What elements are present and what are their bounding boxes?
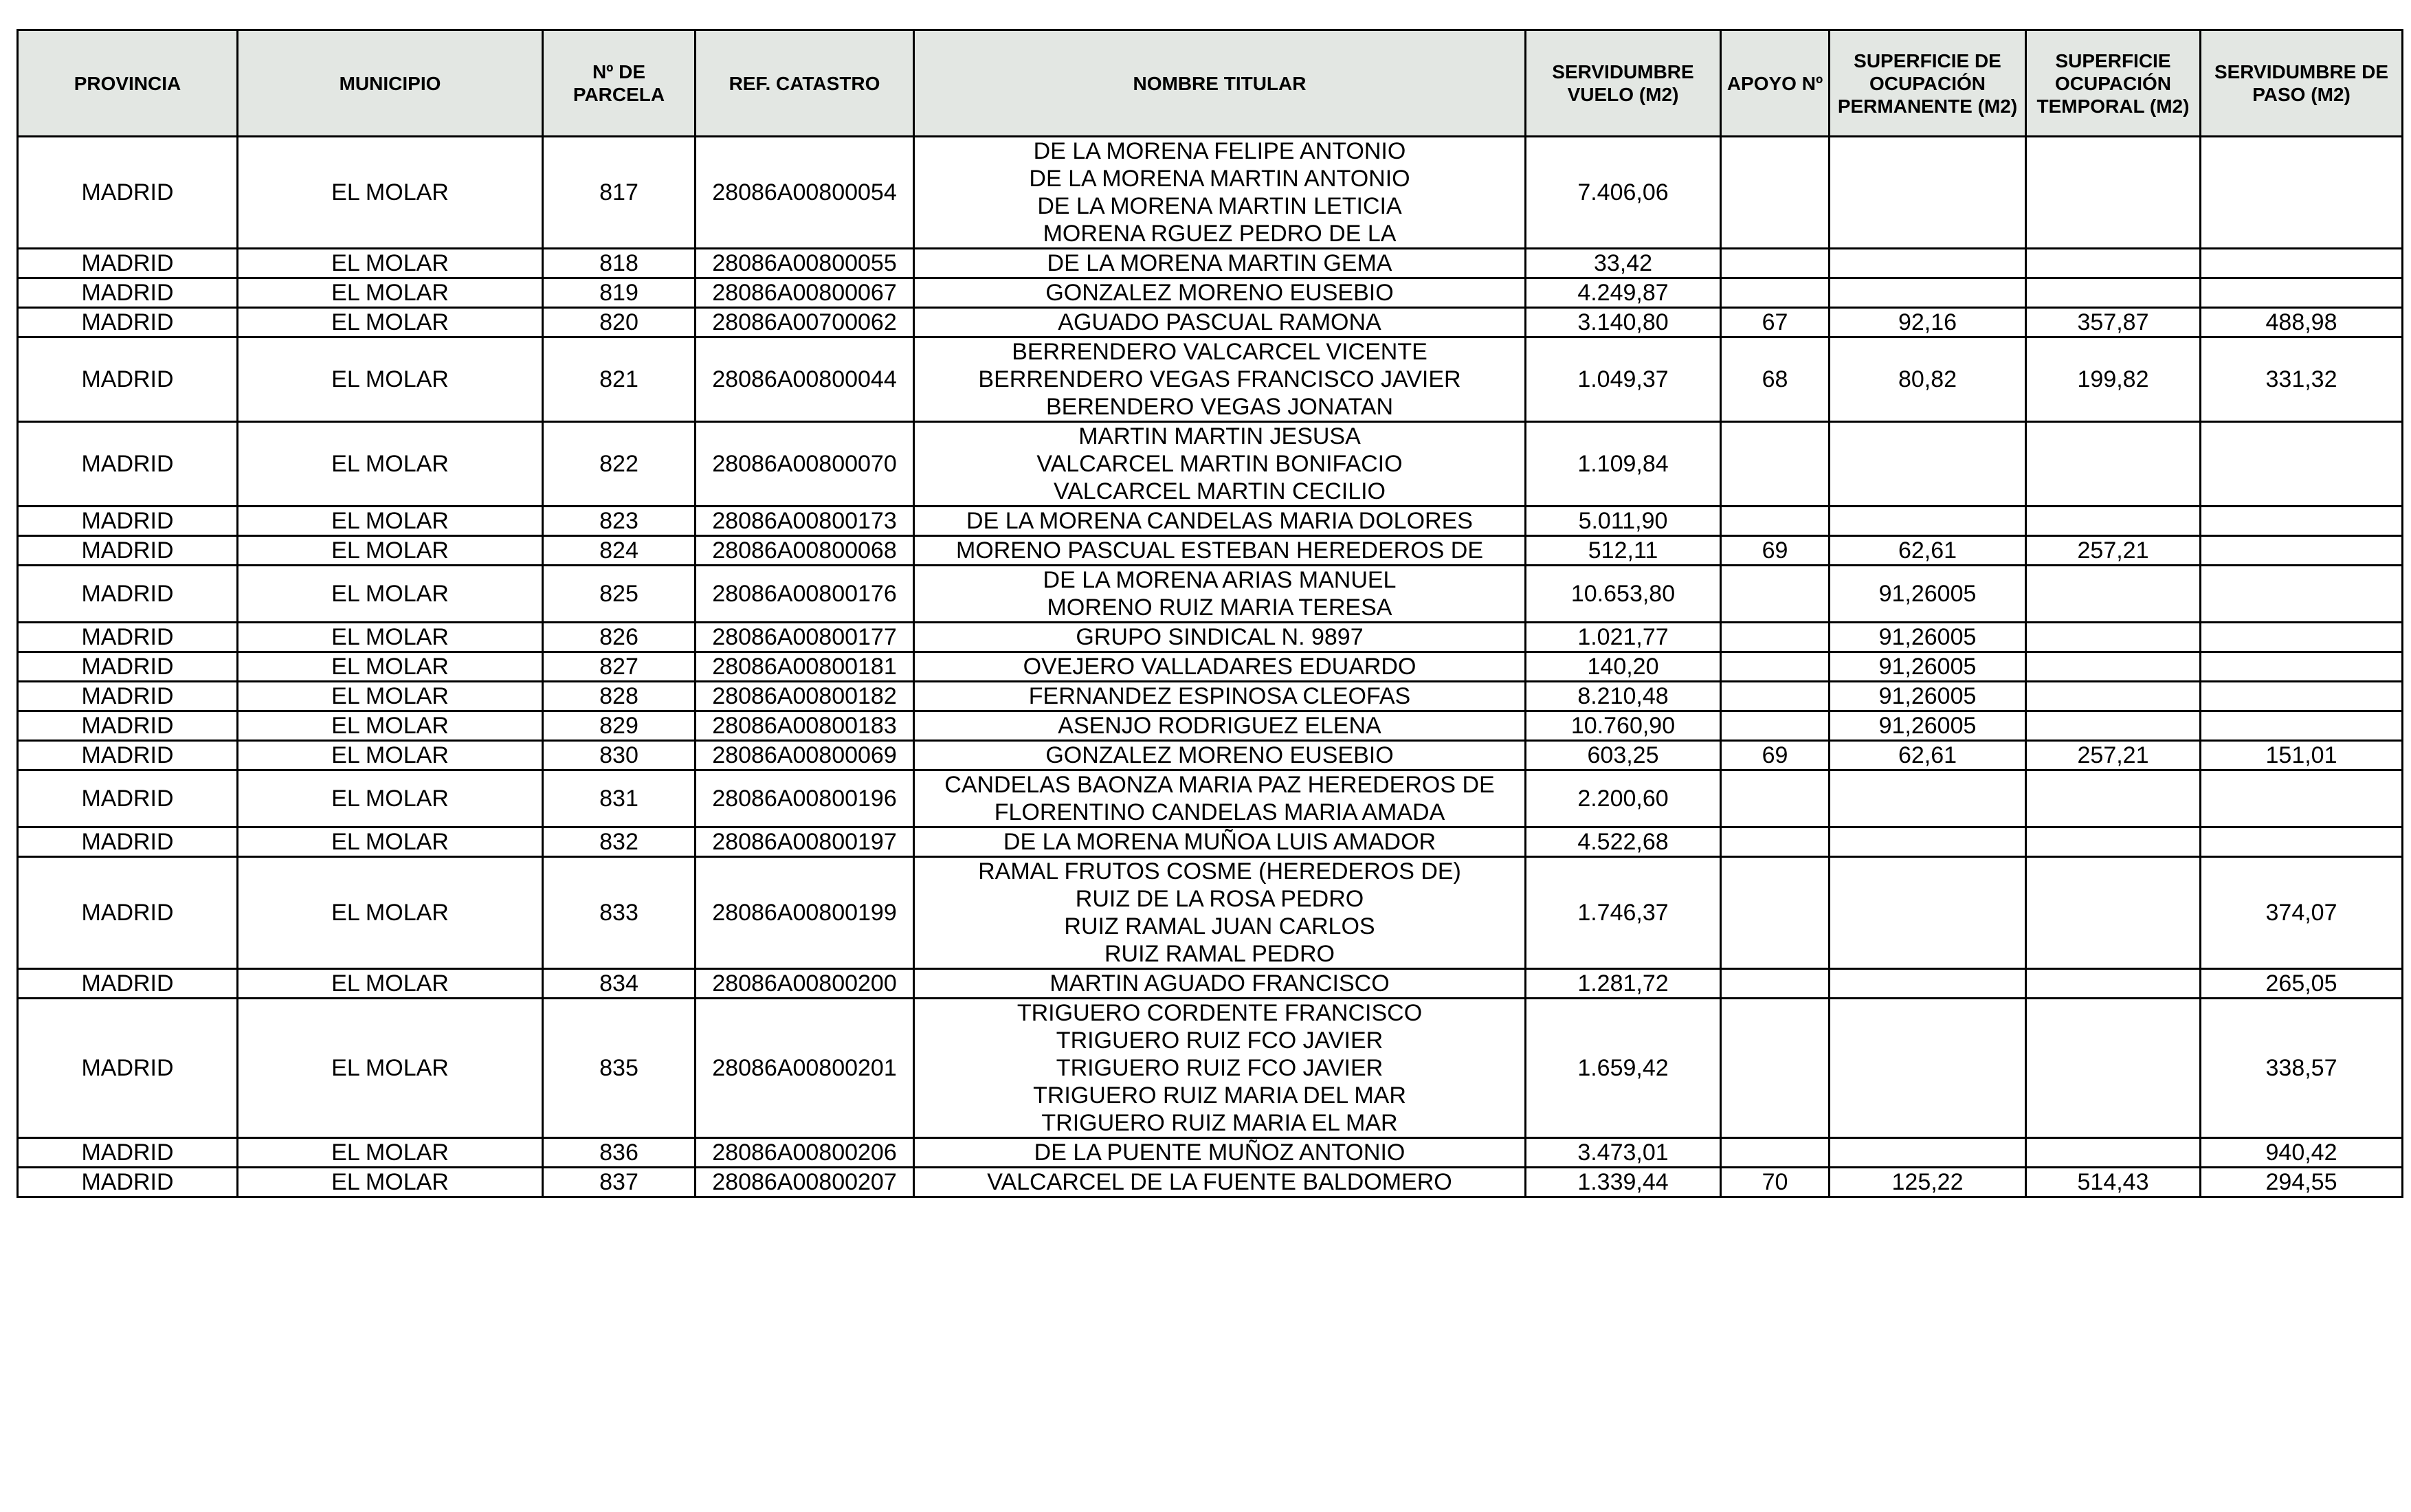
table-row (18, 422, 2403, 507)
cell-servidumbre-vuelo: 1.281,72 (1526, 969, 1721, 999)
cell-ocupacion-permanente (1830, 969, 2026, 999)
cell-ocupacion-temporal (2026, 422, 2201, 507)
cell-ocupacion-temporal (2026, 652, 2201, 682)
cell-ocupacion-permanente: 62,61 (1830, 741, 2026, 770)
cell-apoyo (1721, 969, 1830, 999)
cell-servidumbre-paso: 151,01 (2201, 741, 2403, 770)
titular-name: DE LA MORENA FELIPE ANTONIO (1033, 138, 1406, 164)
cell-ocupacion-temporal (2026, 770, 2201, 827)
table-row (18, 566, 2403, 623)
cell-apoyo (1721, 422, 1830, 507)
cell-parcela: 836 (543, 1138, 696, 1168)
cell-parcela: 819 (543, 278, 696, 308)
cell-ocupacion-temporal (2026, 507, 2201, 536)
cell-municipio: EL MOLAR (238, 652, 543, 682)
cell-nombre-titular (914, 278, 1526, 308)
cell-provincia: MADRID (18, 969, 238, 999)
cell-servidumbre-paso (2201, 566, 2403, 623)
cell-parcela: 837 (543, 1168, 696, 1197)
cell-apoyo (1721, 682, 1830, 711)
cell-apoyo (1721, 1138, 1830, 1168)
cell-ref-catastro: 28086A00800197 (696, 827, 914, 857)
cell-servidumbre-vuelo: 3.140,80 (1526, 308, 1721, 337)
cell-servidumbre-paso (2201, 770, 2403, 827)
cell-provincia: MADRID (18, 770, 238, 827)
cell-parcela: 827 (543, 652, 696, 682)
cell-provincia: MADRID (18, 857, 238, 969)
cell-apoyo (1721, 652, 1830, 682)
cell-provincia: MADRID (18, 827, 238, 857)
column-header-apoyo: APOYO Nº (1721, 30, 1830, 137)
cell-ref-catastro: 28086A00800200 (696, 969, 914, 999)
cell-ref-catastro: 28086A00800177 (696, 623, 914, 652)
titular-name: VALCARCEL MARTIN BONIFACIO (1036, 451, 1403, 477)
table-body (18, 137, 2403, 1197)
cell-servidumbre-paso (2201, 422, 2403, 507)
cell-ocupacion-temporal (2026, 278, 2201, 308)
cell-provincia: MADRID (18, 999, 238, 1138)
cell-ocupacion-permanente (1830, 137, 2026, 249)
titular-name: DE LA MORENA MARTIN GEMA (1047, 250, 1392, 276)
cell-servidumbre-vuelo: 4.249,87 (1526, 278, 1721, 308)
cell-provincia: MADRID (18, 566, 238, 623)
cell-servidumbre-paso (2201, 711, 2403, 741)
cell-apoyo: 68 (1721, 337, 1830, 422)
cell-ocupacion-permanente: 91,26005 (1830, 711, 2026, 741)
cell-servidumbre-vuelo: 1.659,42 (1526, 999, 1721, 1138)
cell-municipio: EL MOLAR (238, 1168, 543, 1197)
cell-ref-catastro: 28086A00800068 (696, 536, 914, 566)
cell-apoyo (1721, 827, 1830, 857)
cell-nombre-titular (914, 422, 1526, 507)
cell-parcela: 820 (543, 308, 696, 337)
table-row (18, 857, 2403, 969)
cell-provincia: MADRID (18, 623, 238, 652)
cell-servidumbre-paso: 265,05 (2201, 969, 2403, 999)
titular-name: FERNANDEZ ESPINOSA CLEOFAS (1028, 683, 1411, 709)
table-row (18, 536, 2403, 566)
cell-nombre-titular (914, 249, 1526, 278)
cell-parcela: 826 (543, 623, 696, 652)
cell-apoyo (1721, 857, 1830, 969)
cell-nombre-titular (914, 308, 1526, 337)
cell-apoyo (1721, 711, 1830, 741)
cell-ocupacion-temporal (2026, 1138, 2201, 1168)
table-row (18, 137, 2403, 249)
cell-servidumbre-vuelo: 1.339,44 (1526, 1168, 1721, 1197)
cell-ref-catastro: 28086A00800182 (696, 682, 914, 711)
cell-municipio: EL MOLAR (238, 711, 543, 741)
cell-apoyo: 69 (1721, 536, 1830, 566)
cell-servidumbre-vuelo: 10.760,90 (1526, 711, 1721, 741)
cell-ocupacion-permanente: 92,16 (1830, 308, 2026, 337)
cell-provincia: MADRID (18, 422, 238, 507)
cell-provincia: MADRID (18, 278, 238, 308)
cell-provincia: MADRID (18, 536, 238, 566)
cell-provincia: MADRID (18, 652, 238, 682)
cell-parcela: 825 (543, 566, 696, 623)
cell-municipio: EL MOLAR (238, 249, 543, 278)
cell-ocupacion-temporal: 514,43 (2026, 1168, 2201, 1197)
titular-name: GONZALEZ MORENO EUSEBIO (1045, 280, 1394, 306)
cell-municipio: EL MOLAR (238, 741, 543, 770)
table-row (18, 337, 2403, 422)
cell-ocupacion-temporal (2026, 566, 2201, 623)
cell-ref-catastro: 28086A00800069 (696, 741, 914, 770)
cell-ocupacion-temporal: 257,21 (2026, 741, 2201, 770)
cell-ref-catastro: 28086A00800199 (696, 857, 914, 969)
column-header-ocupacion-permanente: SUPERFICIE DE OCUPACIÓN PERMANENTE (M2) (1830, 30, 2026, 137)
titular-name: DE LA MORENA MARTIN LETICIA (1037, 193, 1402, 219)
titular-name: DE LA MORENA MUÑOA LUIS AMADOR (1003, 829, 1436, 855)
cell-servidumbre-paso (2201, 137, 2403, 249)
column-header-servidumbre-vuelo: SERVIDUMBRE VUELO (M2) (1526, 30, 1721, 137)
cell-municipio: EL MOLAR (238, 278, 543, 308)
cell-nombre-titular (914, 969, 1526, 999)
cell-provincia: MADRID (18, 1168, 238, 1197)
cell-nombre-titular (914, 652, 1526, 682)
cell-ocupacion-permanente (1830, 249, 2026, 278)
cell-parcela: 823 (543, 507, 696, 536)
titular-name: DE LA MORENA MARTIN ANTONIO (1029, 166, 1410, 192)
cell-servidumbre-paso (2201, 249, 2403, 278)
cell-ocupacion-temporal (2026, 623, 2201, 652)
cell-ocupacion-temporal (2026, 999, 2201, 1138)
cell-ocupacion-temporal (2026, 969, 2201, 999)
titular-name: TRIGUERO RUIZ MARIA DEL MAR (1033, 1082, 1406, 1109)
cell-parcela: 822 (543, 422, 696, 507)
cell-municipio: EL MOLAR (238, 623, 543, 652)
cell-parcela: 821 (543, 337, 696, 422)
table-row (18, 249, 2403, 278)
cell-ocupacion-permanente (1830, 999, 2026, 1138)
cell-servidumbre-vuelo: 140,20 (1526, 652, 1721, 682)
cell-ocupacion-permanente: 91,26005 (1830, 652, 2026, 682)
cell-ocupacion-temporal: 199,82 (2026, 337, 2201, 422)
cell-nombre-titular (914, 1138, 1526, 1168)
cell-parcela: 835 (543, 999, 696, 1138)
cell-ocupacion-temporal: 357,87 (2026, 308, 2201, 337)
titular-name: DE LA MORENA CANDELAS MARIA DOLORES (966, 508, 1473, 534)
cell-servidumbre-vuelo: 4.522,68 (1526, 827, 1721, 857)
cell-parcela: 831 (543, 770, 696, 827)
cell-municipio: EL MOLAR (238, 969, 543, 999)
cell-ocupacion-permanente (1830, 422, 2026, 507)
cell-nombre-titular (914, 623, 1526, 652)
cell-ocupacion-permanente (1830, 770, 2026, 827)
titular-name: MARTIN AGUADO FRANCISCO (1049, 970, 1390, 997)
cell-apoyo (1721, 137, 1830, 249)
cell-municipio: EL MOLAR (238, 566, 543, 623)
table-row (18, 827, 2403, 857)
cell-apoyo (1721, 999, 1830, 1138)
titular-name: TRIGUERO RUIZ MARIA EL MAR (1041, 1110, 1398, 1136)
table-row (18, 969, 2403, 999)
cell-servidumbre-paso (2201, 827, 2403, 857)
cell-ref-catastro: 28086A00800173 (696, 507, 914, 536)
cell-nombre-titular (914, 507, 1526, 536)
cell-ref-catastro: 28086A00700062 (696, 308, 914, 337)
titular-name: RUIZ RAMAL PEDRO (1104, 941, 1335, 967)
cell-servidumbre-paso: 338,57 (2201, 999, 2403, 1138)
column-header-nombre-titular: NOMBRE TITULAR (914, 30, 1526, 137)
cell-servidumbre-paso: 331,32 (2201, 337, 2403, 422)
table-header-row (18, 30, 2403, 137)
cell-ocupacion-permanente (1830, 827, 2026, 857)
table-row (18, 711, 2403, 741)
titular-name: TRIGUERO RUIZ FCO JAVIER (1056, 1027, 1384, 1054)
cell-ref-catastro: 28086A00800207 (696, 1168, 914, 1197)
cell-apoyo (1721, 507, 1830, 536)
cell-ref-catastro: 28086A00800054 (696, 137, 914, 249)
cell-provincia: MADRID (18, 308, 238, 337)
cell-municipio: EL MOLAR (238, 137, 543, 249)
cell-servidumbre-vuelo: 5.011,90 (1526, 507, 1721, 536)
cell-nombre-titular (914, 711, 1526, 741)
table-row (18, 770, 2403, 827)
cell-provincia: MADRID (18, 711, 238, 741)
titular-name: DE LA PUENTE MUÑOZ ANTONIO (1034, 1139, 1406, 1166)
cell-parcela: 828 (543, 682, 696, 711)
cell-nombre-titular (914, 770, 1526, 827)
cell-municipio: EL MOLAR (238, 308, 543, 337)
cell-ocupacion-permanente (1830, 1138, 2026, 1168)
cell-servidumbre-vuelo: 1.049,37 (1526, 337, 1721, 422)
cell-nombre-titular (914, 566, 1526, 623)
cell-ocupacion-permanente: 125,22 (1830, 1168, 2026, 1197)
titular-name: TRIGUERO CORDENTE FRANCISCO (1016, 1000, 1423, 1026)
cell-apoyo (1721, 278, 1830, 308)
cell-ref-catastro: 28086A00800196 (696, 770, 914, 827)
titular-name: MORENO RUIZ MARIA TERESA (1047, 594, 1392, 621)
titular-name: FLORENTINO CANDELAS MARIA AMADA (994, 799, 1445, 825)
table-row (18, 682, 2403, 711)
cell-ref-catastro: 28086A00800201 (696, 999, 914, 1138)
cell-servidumbre-paso: 488,98 (2201, 308, 2403, 337)
cell-servidumbre-paso: 940,42 (2201, 1138, 2403, 1168)
titular-name: BERENDERO VEGAS JONATAN (1045, 394, 1394, 420)
column-header-servidumbre-paso: SERVIDUMBRE DE PASO (M2) (2201, 30, 2403, 137)
cell-municipio: EL MOLAR (238, 422, 543, 507)
cell-ocupacion-permanente (1830, 278, 2026, 308)
table-row (18, 1138, 2403, 1168)
cell-nombre-titular (914, 827, 1526, 857)
cell-servidumbre-vuelo: 7.406,06 (1526, 137, 1721, 249)
column-header-ref-catastro: REF. CATASTRO (696, 30, 914, 137)
titular-name: AGUADO PASCUAL RAMONA (1058, 309, 1381, 335)
cell-nombre-titular (914, 337, 1526, 422)
cell-municipio: EL MOLAR (238, 337, 543, 422)
table-row (18, 999, 2403, 1138)
cell-municipio: EL MOLAR (238, 536, 543, 566)
cell-ocupacion-temporal (2026, 682, 2201, 711)
cell-ref-catastro: 28086A00800183 (696, 711, 914, 741)
cell-ref-catastro: 28086A00800070 (696, 422, 914, 507)
cell-provincia: MADRID (18, 249, 238, 278)
cell-apoyo: 69 (1721, 741, 1830, 770)
column-header-ocupacion-temporal: SUPERFICIE OCUPACIÓN TEMPORAL (M2) (2026, 30, 2201, 137)
cell-nombre-titular (914, 536, 1526, 566)
titular-name: BERRENDERO VEGAS FRANCISCO JAVIER (978, 366, 1461, 392)
table-row (18, 652, 2403, 682)
cell-municipio: EL MOLAR (238, 857, 543, 969)
titular-name: MORENO PASCUAL ESTEBAN HEREDEROS DE (955, 537, 1484, 564)
cell-apoyo (1721, 566, 1830, 623)
cell-servidumbre-paso (2201, 536, 2403, 566)
cell-provincia: MADRID (18, 682, 238, 711)
cell-parcela: 818 (543, 249, 696, 278)
cell-ocupacion-permanente: 91,26005 (1830, 682, 2026, 711)
cell-servidumbre-vuelo: 33,42 (1526, 249, 1721, 278)
cell-ocupacion-temporal (2026, 249, 2201, 278)
cell-municipio: EL MOLAR (238, 827, 543, 857)
cell-parcela: 833 (543, 857, 696, 969)
titular-name: CANDELAS BAONZA MARIA PAZ HEREDEROS DE (944, 772, 1495, 798)
cell-ref-catastro: 28086A00800067 (696, 278, 914, 308)
cell-municipio: EL MOLAR (238, 507, 543, 536)
titular-name: GRUPO SINDICAL N. 9897 (1076, 624, 1364, 650)
cell-ocupacion-temporal (2026, 711, 2201, 741)
cell-servidumbre-paso (2201, 507, 2403, 536)
table-row (18, 507, 2403, 536)
titular-name: VALCARCEL MARTIN CECILIO (1053, 478, 1386, 504)
cell-nombre-titular (914, 741, 1526, 770)
cell-municipio: EL MOLAR (238, 1138, 543, 1168)
cell-apoyo (1721, 249, 1830, 278)
titular-name: MORENA RGUEZ PEDRO DE LA (1043, 221, 1397, 247)
cell-parcela: 830 (543, 741, 696, 770)
cell-municipio: EL MOLAR (238, 770, 543, 827)
cell-servidumbre-paso: 294,55 (2201, 1168, 2403, 1197)
cell-servidumbre-vuelo: 1.109,84 (1526, 422, 1721, 507)
titular-name: BERRENDERO VALCARCEL VICENTE (1012, 339, 1427, 365)
cell-ref-catastro: 28086A00800176 (696, 566, 914, 623)
cell-servidumbre-paso (2201, 682, 2403, 711)
cell-apoyo: 70 (1721, 1168, 1830, 1197)
cell-ref-catastro: 28086A00800206 (696, 1138, 914, 1168)
cell-servidumbre-vuelo: 1.746,37 (1526, 857, 1721, 969)
cell-nombre-titular (914, 857, 1526, 969)
cell-servidumbre-paso (2201, 652, 2403, 682)
cell-ocupacion-permanente: 91,26005 (1830, 623, 2026, 652)
cell-provincia: MADRID (18, 1138, 238, 1168)
cell-ocupacion-temporal (2026, 857, 2201, 969)
cell-servidumbre-vuelo: 603,25 (1526, 741, 1721, 770)
cell-ocupacion-temporal: 257,21 (2026, 536, 2201, 566)
cell-ref-catastro: 28086A00800044 (696, 337, 914, 422)
column-header-provincia: PROVINCIA (18, 30, 238, 137)
titular-name: VALCARCEL DE LA FUENTE BALDOMERO (987, 1169, 1452, 1195)
cell-ref-catastro: 28086A00800181 (696, 652, 914, 682)
cell-municipio: EL MOLAR (238, 999, 543, 1138)
cell-ocupacion-temporal (2026, 137, 2201, 249)
titular-name: OVEJERO VALLADARES EDUARDO (1023, 654, 1416, 680)
cell-servidumbre-paso (2201, 623, 2403, 652)
cell-ocupacion-temporal (2026, 827, 2201, 857)
titular-name: RUIZ RAMAL JUAN CARLOS (1064, 913, 1375, 940)
titular-name: ASENJO RODRIGUEZ ELENA (1058, 713, 1381, 739)
cell-provincia: MADRID (18, 507, 238, 536)
cell-parcela: 817 (543, 137, 696, 249)
cell-provincia: MADRID (18, 137, 238, 249)
cell-ocupacion-permanente (1830, 857, 2026, 969)
column-header-parcela: Nº DE PARCELA (543, 30, 696, 137)
titular-name: TRIGUERO RUIZ FCO JAVIER (1056, 1055, 1384, 1081)
cell-ref-catastro: 28086A00800055 (696, 249, 914, 278)
table-row (18, 1168, 2403, 1197)
table-row (18, 741, 2403, 770)
cell-servidumbre-vuelo: 10.653,80 (1526, 566, 1721, 623)
cell-provincia: MADRID (18, 741, 238, 770)
cell-nombre-titular (914, 137, 1526, 249)
cell-servidumbre-vuelo: 2.200,60 (1526, 770, 1721, 827)
titular-name: MARTIN MARTIN JESUSA (1078, 423, 1361, 449)
cell-servidumbre-vuelo: 512,11 (1526, 536, 1721, 566)
table-row (18, 278, 2403, 308)
titular-name: RUIZ DE LA ROSA PEDRO (1075, 886, 1364, 912)
cell-parcela: 829 (543, 711, 696, 741)
cell-ocupacion-permanente: 91,26005 (1830, 566, 2026, 623)
cell-nombre-titular (914, 999, 1526, 1138)
table-row (18, 623, 2403, 652)
titular-name: DE LA MORENA ARIAS MANUEL (1043, 567, 1397, 593)
parcel-table (16, 29, 2403, 1198)
cell-servidumbre-paso (2201, 278, 2403, 308)
cell-servidumbre-vuelo: 8.210,48 (1526, 682, 1721, 711)
cell-apoyo (1721, 623, 1830, 652)
cell-servidumbre-vuelo: 3.473,01 (1526, 1138, 1721, 1168)
cell-parcela: 832 (543, 827, 696, 857)
cell-parcela: 834 (543, 969, 696, 999)
column-header-municipio: MUNICIPIO (238, 30, 543, 137)
titular-name: RAMAL FRUTOS COSME (HEREDEROS DE) (978, 858, 1461, 885)
cell-servidumbre-paso: 374,07 (2201, 857, 2403, 969)
cell-ocupacion-permanente (1830, 507, 2026, 536)
cell-nombre-titular (914, 1168, 1526, 1197)
cell-ocupacion-permanente: 62,61 (1830, 536, 2026, 566)
cell-apoyo: 67 (1721, 308, 1830, 337)
cell-ocupacion-permanente: 80,82 (1830, 337, 2026, 422)
cell-parcela: 824 (543, 536, 696, 566)
cell-provincia: MADRID (18, 337, 238, 422)
cell-servidumbre-vuelo: 1.021,77 (1526, 623, 1721, 652)
table-row (18, 308, 2403, 337)
cell-nombre-titular (914, 682, 1526, 711)
cell-apoyo (1721, 770, 1830, 827)
titular-name: GONZALEZ MORENO EUSEBIO (1045, 742, 1394, 768)
cell-municipio: EL MOLAR (238, 682, 543, 711)
